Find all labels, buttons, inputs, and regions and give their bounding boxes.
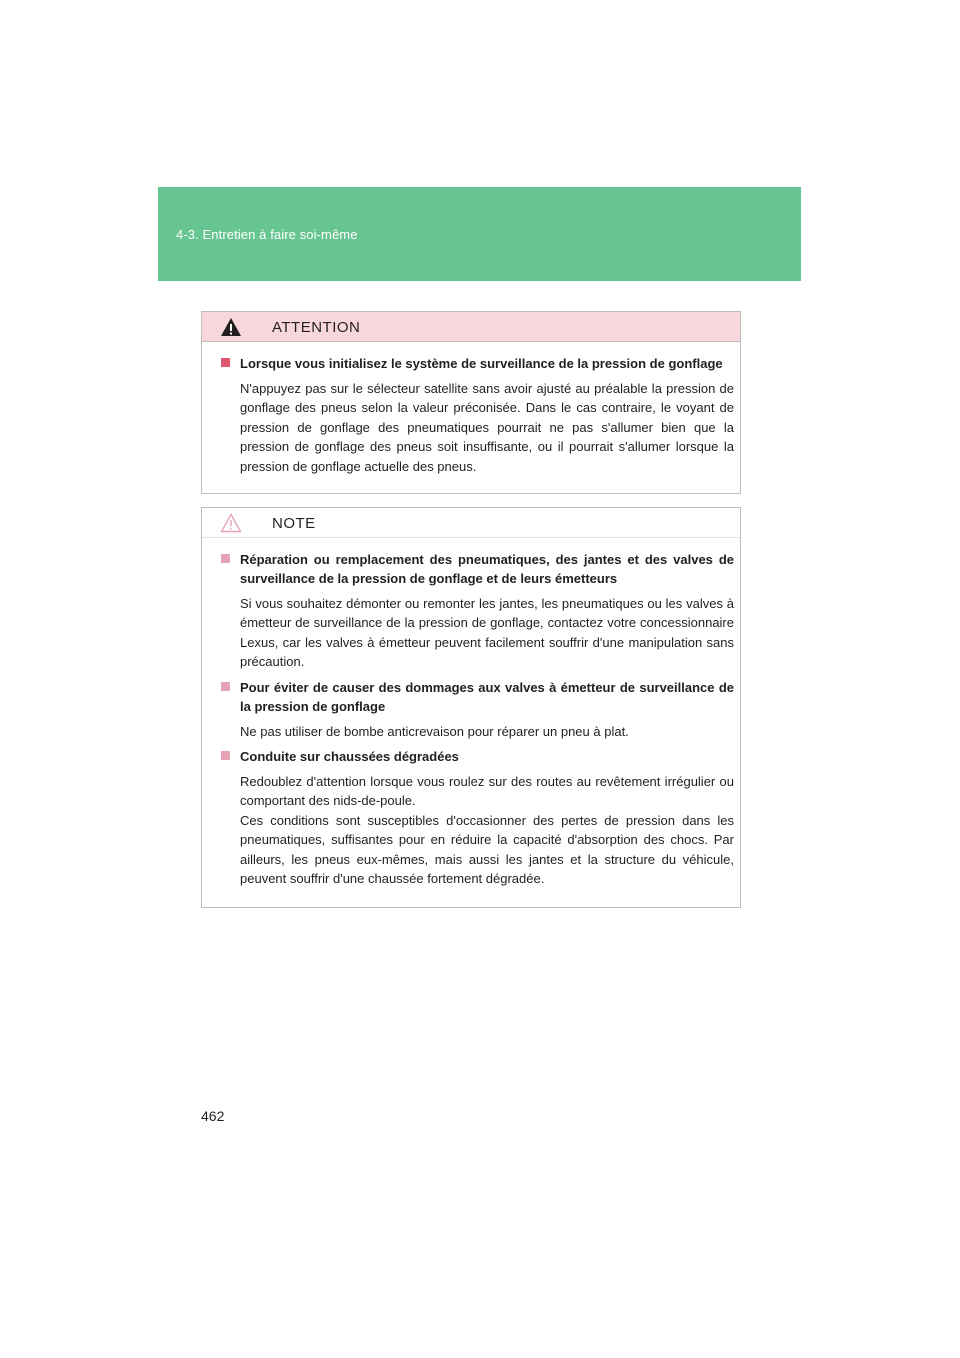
attention-item-text: N'appuyez pas sur le sélecteur satellite sans avoir ajusté au préalable la pression de gonflage des pneus selon la valeur préconisée. Dans le cas contraire, le voyant de pression de gonflage des pneumatiques pourrait ne pas s'allumer bien que la pression de gonflage des pneus soit insuffisante, ou il pourrait s'allumer lorsque la pression de gonflage actuelle des pneus. xyxy=(240,381,734,474)
note-item xyxy=(220,550,734,672)
note-item xyxy=(220,678,734,741)
attention-item xyxy=(220,354,734,476)
note-item-title: Pour éviter de causer des dommages aux valves à émetteur de surveillance de la pression de gonflage xyxy=(240,679,734,714)
attention-header xyxy=(202,312,740,342)
attention-label: ATTENTION xyxy=(272,319,361,336)
page-number: 462 xyxy=(201,1108,225,1124)
note-header xyxy=(202,508,740,538)
note-item-title: Réparation ou remplacement des pneumatiques, des jantes et des valves de surveillance de la pression de gonflage et de leurs émetteurs xyxy=(240,552,734,586)
attention-box xyxy=(201,311,741,494)
note-item-text: Ces conditions sont susceptibles d'occasionner des pertes de pression dans les pneumatiques, suffisantes pour en réduire la capacité d'absorption des chocs. Par ailleurs, les pneus eux-mêmes, mais aussi les jantes et la structure du véhicule, peuvent souffrir d'une chaussée fortement dégradée. xyxy=(240,812,734,887)
warning-filled-icon xyxy=(220,317,242,337)
warning-outline-icon xyxy=(220,513,242,533)
note-label: NOTE xyxy=(272,515,316,532)
note-item-text: Redoublez d'attention lorsque vous roulez sur des routes au revêtement irrégulier ou comportant des nids-de-poule. xyxy=(240,774,734,809)
bullet-square-icon xyxy=(221,358,230,367)
section-title: 4-3. Entretien à faire soi-même xyxy=(176,227,358,242)
bullet-square-icon xyxy=(221,682,230,691)
bullet-square-icon xyxy=(221,554,230,563)
note-item-text: Ne pas utiliser de bombe anticrevaison pour réparer un pneu à plat. xyxy=(240,723,629,739)
note-item-text: Si vous souhaitez démonter ou remonter les jantes, les pneumatiques ou les valves à émetteur de surveillance de la pression de gonflage, contactez votre concessionnaire Lexus, car les valves à émetteur peuvent facilement souffrir d'une manipulation sans précaution. xyxy=(240,596,734,670)
note-box xyxy=(201,507,741,908)
bullet-square-icon xyxy=(221,751,230,760)
attention-item-title: Lorsque vous initialisez le système de surveillance de la pression de gonflage xyxy=(240,356,723,371)
note-item-title: Conduite sur chaussées dégradées xyxy=(240,749,459,765)
note-item xyxy=(220,747,734,888)
section-header-band xyxy=(158,187,801,281)
